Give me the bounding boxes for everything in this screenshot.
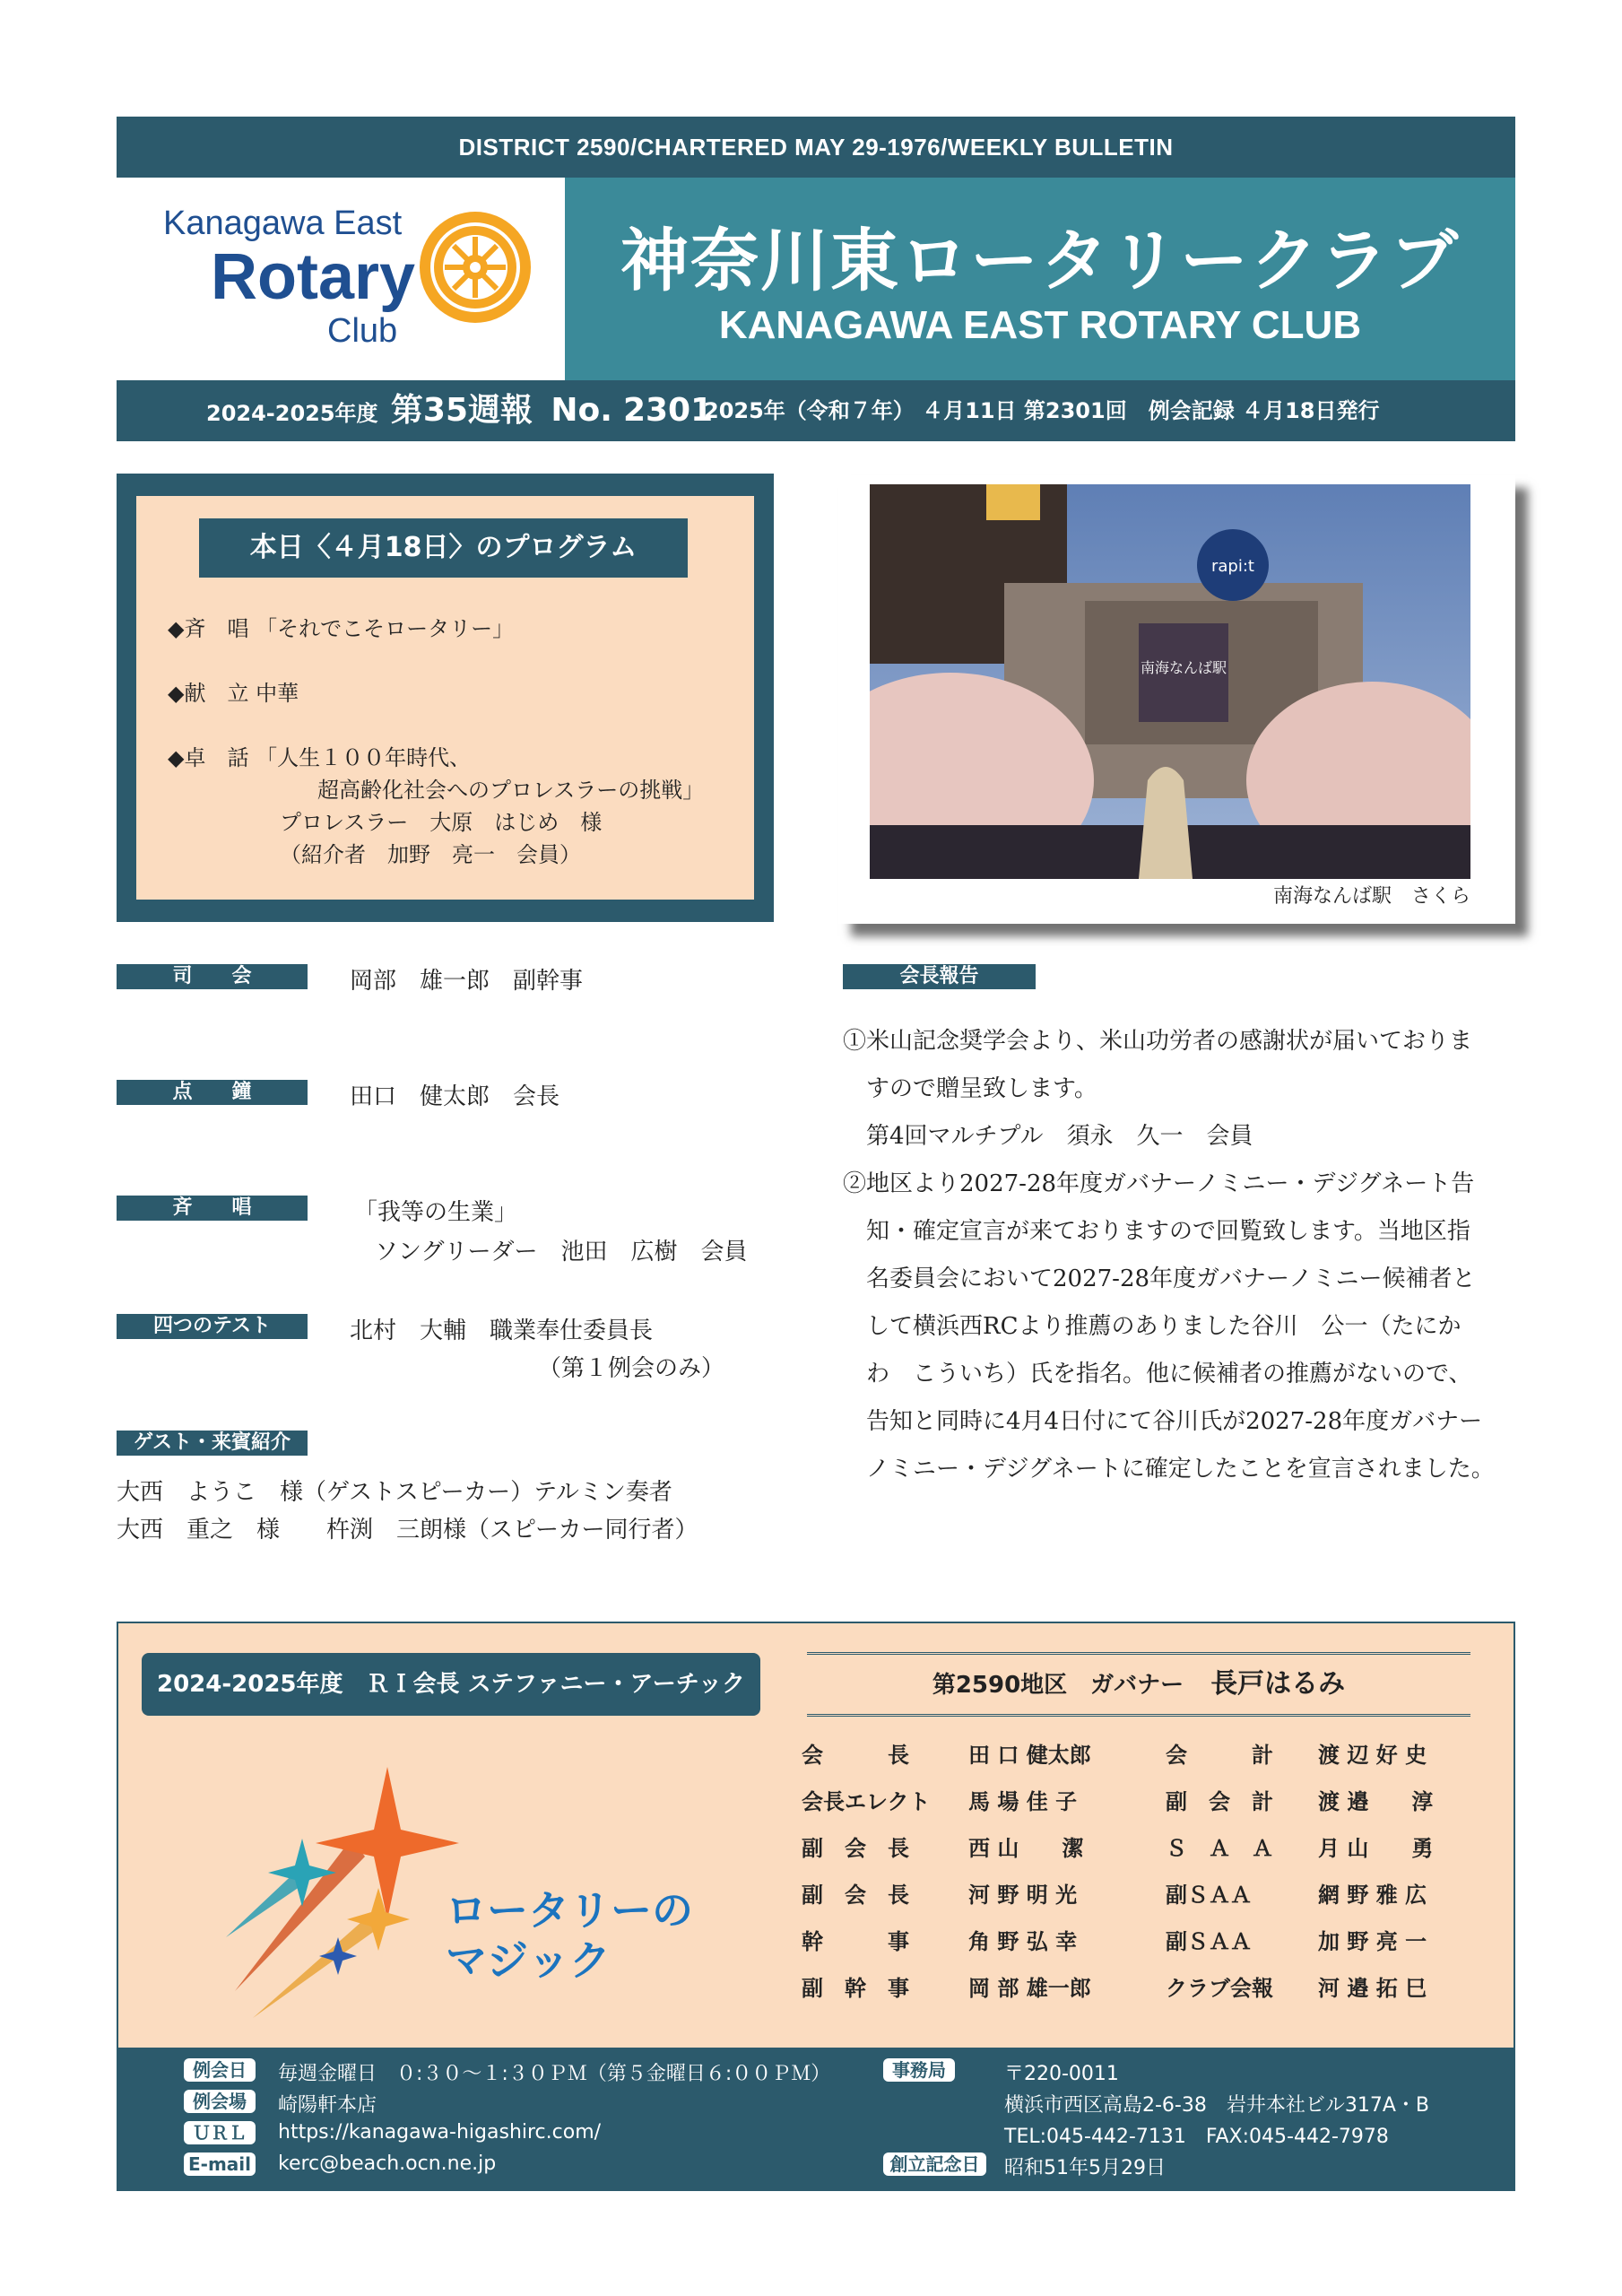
officer-name: 加 野 亮 一 (1318, 1929, 1427, 1954)
office-address: 横浜市西区高島2-6-38 岩井本社ビル317A・B (1004, 2094, 1430, 2117)
report-line: すので贈呈致します。 (866, 1075, 1097, 1102)
governor-name: 長戸はるみ (1210, 1668, 1346, 1700)
role-text-song-leader: ソングリーダー 池田 広樹 会員 (375, 1239, 748, 1265)
officer-name: 岡 部 雄一郎 (968, 1976, 1091, 2001)
report-line: ノミニー・デジグネートに確定したことを宣言されました。 (866, 1456, 1495, 1483)
station-sign: 南海なんば駅 (1140, 659, 1227, 676)
officer-role: 副 幹 事 (802, 1976, 909, 2001)
url-tag: ＵＲＬ (184, 2121, 256, 2144)
guest-line: 大西 ようこ 様（ゲストスピーカー）テルミン奏者 (117, 1479, 672, 1506)
role-text-mc: 岡部 雄一郎 副幹事 (350, 968, 584, 995)
club-title-panel (565, 178, 1515, 380)
club-logo (117, 178, 565, 380)
program-line: プロレスラー 大原 はじめ 様 (280, 810, 603, 835)
program-line: （紹介者 加野 亮一 会員） (280, 842, 581, 867)
report-label: 会長報告 (843, 964, 1036, 989)
program-line: 超高齢化社会へのプロレスラーの挑戦」 (317, 778, 705, 803)
office-postal: 〒220-0011 (1004, 2063, 1119, 2085)
magic-line-2: マジック (446, 1936, 611, 1985)
officer-role: 副ＳＡＡ (1166, 1883, 1252, 1908)
officer-name: 河 邉 拓 巳 (1318, 1976, 1427, 2001)
program-line: ◆斉 唱 「それでこそロータリー」 (168, 616, 515, 641)
officer-role: 副ＳＡＡ (1166, 1929, 1252, 1954)
report-line: 知・確定宣言が来ておりますので回覧致します。当地区指 (866, 1218, 1470, 1245)
report-line: ①米山記念奨学会より、米山功労者の感謝状が届いておりま (843, 1028, 1473, 1055)
rotary-wheel-icon (412, 204, 538, 330)
officer-name: 月 山 勇 (1318, 1836, 1434, 1861)
officer-role: Ｓ Ａ Ａ (1166, 1836, 1273, 1861)
role-label-song: 斉 唱 (117, 1196, 308, 1221)
website-link[interactable]: https://kanagawa-higashirc.com/ (278, 2121, 602, 2144)
officer-name: 河 野 明 光 (968, 1883, 1078, 1908)
issue-no: 2301 (622, 392, 714, 429)
governor-text (807, 1655, 1470, 1715)
officer-role: 会 計 (1166, 1743, 1273, 1768)
report-line: 名委員会において2027-28年度ガバナーノミニー候補者と (866, 1265, 1476, 1292)
role-text-bell: 田口 健太郎 会長 (350, 1083, 560, 1110)
photo-frame (838, 475, 1515, 924)
rapit-sign: rapi:t (1211, 557, 1254, 576)
role-label-bell: 点 鐘 (117, 1080, 308, 1105)
officer-role: 副 会 計 (1166, 1789, 1273, 1814)
program-inner (136, 496, 754, 900)
founded-date: 昭和51年5月29日 (1004, 2157, 1166, 2179)
report-line: わ こういち）氏を指名。他に候補者の推薦がないので、 (866, 1361, 1472, 1387)
email-tag: E-mail (184, 2152, 256, 2176)
officer-name: 田 口 健太郎 (968, 1743, 1091, 1768)
report-line: 告知と同時に4月4日付にて谷川氏が2027-28年度ガバナー (866, 1408, 1483, 1435)
logo-text-rotary: Rotary (211, 241, 416, 313)
venue-tag: 例会場 (184, 2090, 256, 2113)
logo-text-kanagawa: Kanagawa East (163, 204, 403, 242)
program-title: 本日〈４月18日〉のプログラム (199, 518, 688, 578)
report-line: して横浜西RCより推薦のありました谷川 公一（たにか (866, 1313, 1462, 1340)
club-title-en: KANAGAWA EAST ROTARY CLUB (718, 303, 1362, 347)
program-line: ◆卓 話 「人生１００年時代、 (168, 745, 472, 770)
issue-number (206, 380, 718, 444)
governor-box (807, 1652, 1470, 1717)
office-tag: 事務局 (883, 2058, 955, 2082)
ri-president-label: 2024-2025年度 ＲＩ会長 ステファニー・アーチック (142, 1653, 760, 1716)
report-line: ②地区より2027-28年度ガバナーノミニー・デジグネート告 (843, 1170, 1475, 1197)
officer-name: 角 野 弘 幸 (968, 1929, 1078, 1954)
issue-no-label: No. (551, 392, 612, 429)
officer-role: 会長エレクト (802, 1789, 931, 1814)
magic-slogan (446, 1885, 693, 1986)
officer-role: 会 長 (802, 1743, 909, 1768)
issue-week: 第35週報 (390, 392, 533, 429)
governor-label: 第2590地区 ガバナー (932, 1672, 1184, 1699)
office-phone: TEL:045-442-7131 FAX:045-442-7978 (1004, 2126, 1389, 2148)
meeting-day-tag: 例会日 (184, 2058, 256, 2082)
role-label-guests: ゲスト・来賓紹介 (117, 1431, 308, 1456)
officer-name: 渡 辺 好 史 (1318, 1743, 1427, 1768)
contact-band (117, 2048, 1515, 2191)
role-text-four-way-test: 北村 大輔 職業奉仕委員長 (350, 1318, 654, 1344)
rotary-magic-stars-icon (217, 1758, 468, 2027)
officer-name: 網 野 雅 広 (1318, 1883, 1427, 1908)
founded-tag: 創立記念日 (883, 2152, 986, 2176)
issue-detail: 2025年（令和７年） ４月11日 第2301回 例会記録 ４月18日発行 (704, 398, 1380, 423)
role-label-four-way-test: 四つのテスト (117, 1314, 308, 1339)
officer-role: 幹 事 (802, 1929, 909, 1954)
email-link[interactable]: kerc@beach.ocn.ne.jp (278, 2152, 497, 2175)
club-title-jp: 神奈川東ロータリークラブ (620, 221, 1460, 300)
officer-name: 西 山 潔 (968, 1836, 1084, 1861)
role-text-four-way-test-note: （第１例会のみ） (538, 1355, 725, 1382)
guest-line: 大西 重之 様 杵渕 三朗様（スピーカー同行者） (117, 1517, 698, 1544)
venue: 崎陽軒本店 (278, 2094, 377, 2117)
officer-role: 副 会 長 (802, 1836, 909, 1861)
report-line: 第4回マルチプル 須永 久一 会員 (866, 1123, 1253, 1150)
officer-name: 渡 邉 淳 (1318, 1789, 1434, 1814)
program-box (117, 474, 774, 922)
officer-role: 副 会 長 (802, 1883, 909, 1908)
bulletin-band: DISTRICT 2590/CHARTERED MAY 29-1976/WEEKLY BULLETIN (117, 117, 1515, 178)
president-report (843, 1018, 1524, 1493)
issue-year: 2024-2025年度 (206, 401, 378, 426)
program-line: ◆献 立 中華 (168, 681, 299, 706)
officer-name: 馬 場 佳 子 (968, 1789, 1078, 1814)
photo-caption: 南海なんば駅 さくら (1272, 885, 1470, 908)
issue-band (117, 380, 1515, 441)
meeting-day: 毎週金曜日 ０:３０～１:３０ＰＭ（第５金曜日６:００ＰＭ） (278, 2063, 831, 2085)
logo-text-club: Club (327, 312, 398, 350)
magic-line-1: ロータリーの (446, 1886, 693, 1935)
role-text-song: 「我等の生業」 (354, 1199, 518, 1226)
officer-role: クラブ会報 (1166, 1976, 1273, 2001)
station-photo (870, 484, 1470, 879)
role-label-mc: 司 会 (117, 964, 308, 989)
